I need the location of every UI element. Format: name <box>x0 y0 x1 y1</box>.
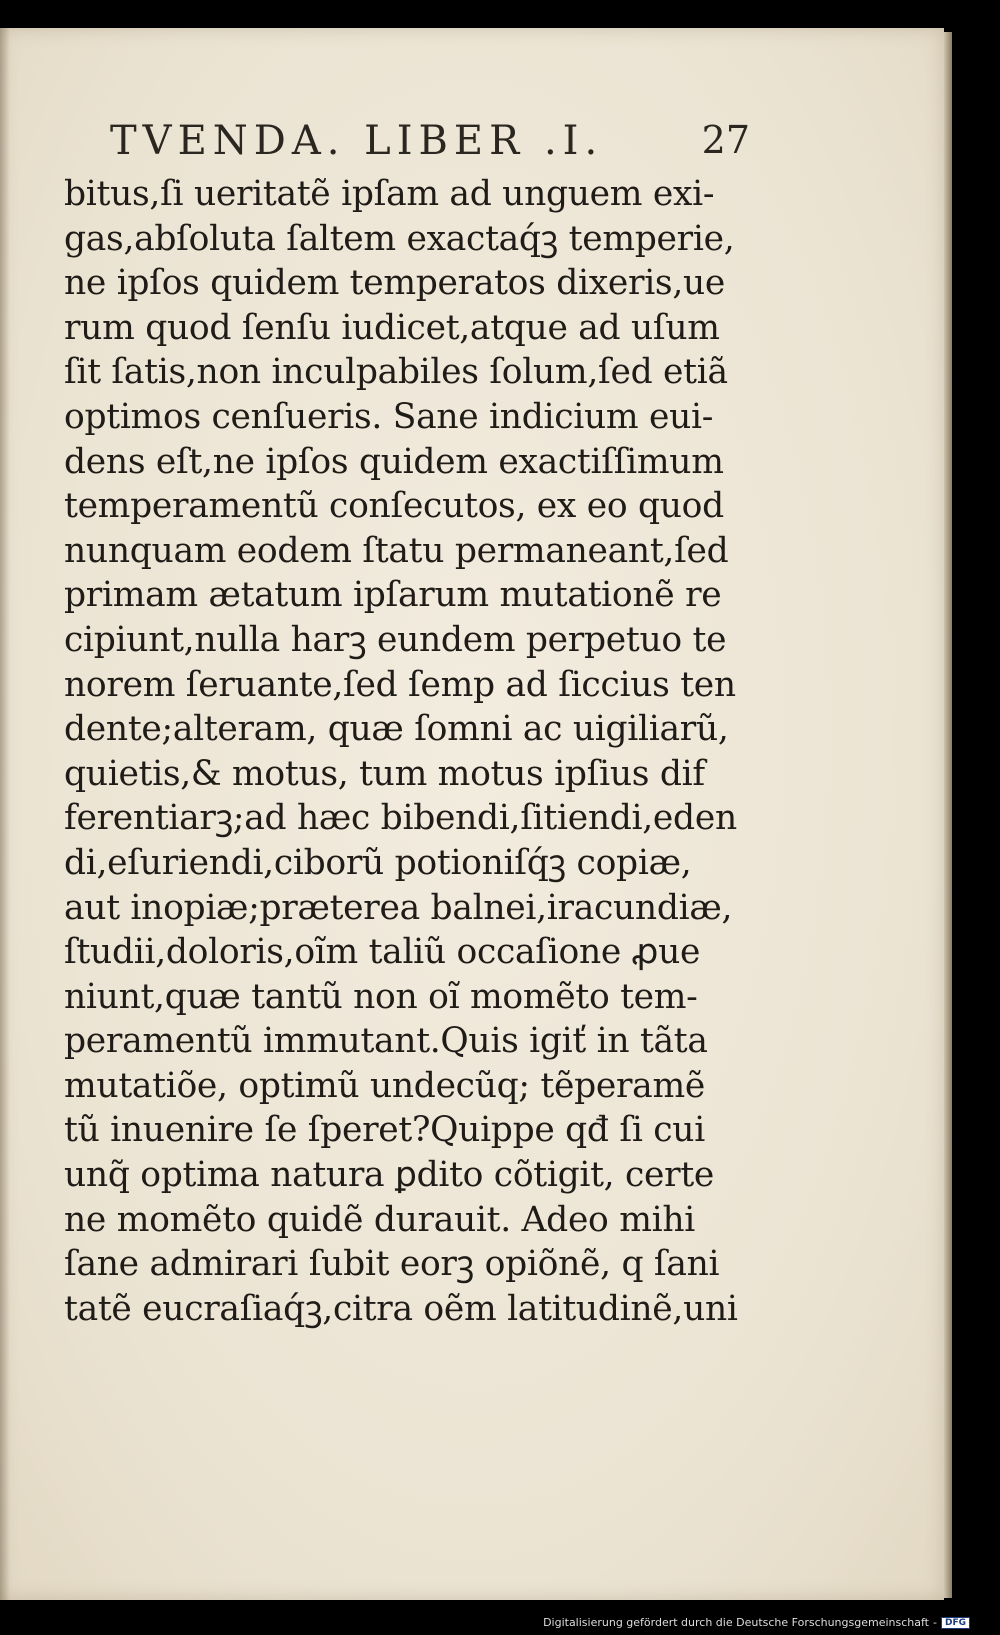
dfg-logo: DFG <box>941 1617 970 1629</box>
text-line: aut inopiæ;præterea balnei,iracundiæ, <box>64 887 733 928</box>
page-header <box>110 118 750 168</box>
text-line: peramentũ immutant.Quis igiť in tãta <box>64 1021 708 1062</box>
text-line: ſit ſatis,non inculpabiles ſolum,ſed etiã <box>64 352 728 393</box>
digitization-credit: Digitalisierung gefördert durch die Deutsche Forschungsgemeinschaft - DFG <box>543 1616 970 1629</box>
text-line: ne ipſos quidem temperatos dixeris,ue <box>64 263 726 304</box>
text-line: bitus,ſi ueritatẽ ipſam ad unguem exi- <box>64 174 715 214</box>
text-line: mutatiõe, optimũ undecũq; tẽperamẽ <box>64 1065 705 1106</box>
text-line: temperamentũ conſecutos, ex eo quod <box>64 486 724 527</box>
text-line: ne momẽto quidẽ durauit. Adeo mihi <box>64 1199 695 1240</box>
text-line: dens eſt,ne ipſos quidem exactiſſimum <box>64 441 724 482</box>
text-line: cipiunt,nulla harꝫ eundem perpetuo te <box>64 619 727 660</box>
running-head: TVENDA. LIBER .I. <box>110 118 604 164</box>
text-line: nunquam eodem ſtatu permaneant,ſed <box>64 530 729 571</box>
text-line: gas,abſoluta ſaltem exactaq́ꝫ temperie, <box>64 218 735 259</box>
text-line: tatẽ eucraſiaq́ꝫ,citra oẽm latitudinẽ,uni <box>64 1288 738 1329</box>
text-line: rum quod ſenſu iudicet,atque ad uſum <box>64 307 720 348</box>
text-line: niunt,quæ tantũ non oĩ momẽto tem- <box>64 976 698 1017</box>
text-line: quietis,& motus, tum motus ipſius dif <box>64 753 705 794</box>
text-line: primam ætatum ipſarum mutationẽ re <box>64 575 722 616</box>
text-line: norem ſeruante,ſed ſemp ad ſiccius ten <box>64 664 736 705</box>
text-line: unq̃ optima natura ꝑdito cõtigit, certe <box>64 1155 715 1196</box>
page-gutter <box>0 28 10 1600</box>
text-line: di,eſuriendi,ciborũ potioniſq́ꝫ copiæ, <box>64 842 692 883</box>
page-number: 27 <box>701 118 750 162</box>
text-line: dente;alteram, quæ ſomni ac uigiliarũ, <box>64 709 729 750</box>
text-line: ſtudii,doloris,oĩm taliũ occaſione ꝓue <box>64 932 701 973</box>
text-line: tũ inuenire ſe ſperet?Quippe qđ ſi cui <box>64 1110 705 1151</box>
credit-text: Digitalisierung gefördert durch die Deutsche Forschungsgemeinschaft <box>543 1616 929 1629</box>
text-line: ſane admirari ſubit eorꝫ opiõnẽ, q ſani <box>64 1244 720 1285</box>
text-line: optimos cenſueris. Sane indicium eui- <box>64 396 714 437</box>
page-edge <box>944 32 952 1598</box>
body-text <box>64 172 738 1331</box>
text-line: ferentiarꝫ;ad hæc bibendi,ſitiendi,eden <box>64 798 737 839</box>
